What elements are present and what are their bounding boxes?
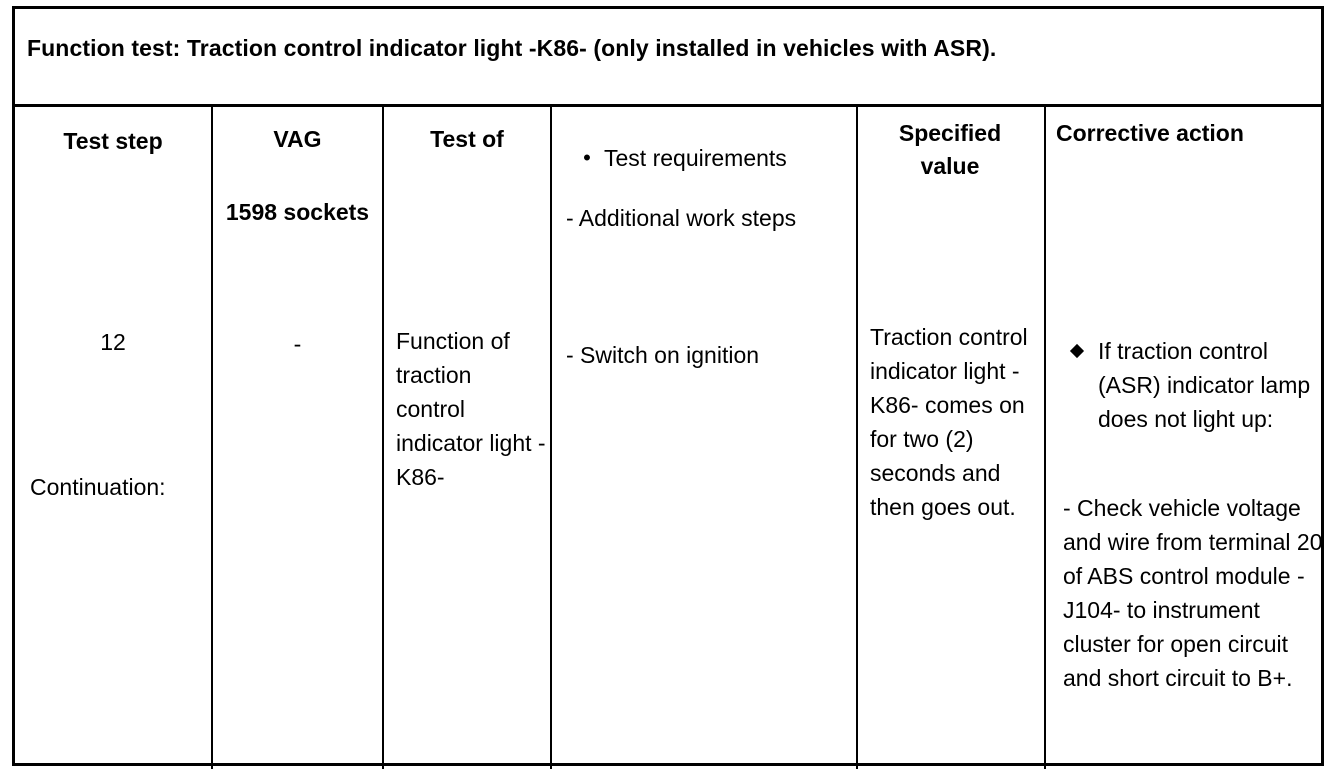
test-of-value: Function of traction control indicator light -K86- (396, 328, 546, 490)
header-test-requirements (570, 141, 856, 175)
header-vag-sockets: 1598 sockets (225, 199, 370, 225)
header-additional-steps: - Additional work steps (566, 205, 797, 231)
header-specified-value: Specified value (898, 120, 1002, 179)
column-divider (550, 105, 552, 769)
header-corrective-action: Corrective action (1056, 120, 1244, 146)
function-test-table (12, 6, 1324, 766)
specified-value: Traction control indicator light -K86- comes on for two (2) seconds and then goes out. (870, 324, 1028, 520)
column-divider (1044, 105, 1046, 769)
corrective-condition-text: If traction control (ASR) indicator lamp does not light up: (1098, 338, 1311, 432)
header-test-requirements-label: Test requirements (604, 145, 787, 171)
vag-socket-value: - (293, 331, 302, 357)
column-divider (856, 105, 858, 769)
header-test-of: Test of (430, 126, 504, 152)
corrective-condition (1064, 334, 1322, 436)
work-step-value: - Switch on ignition (566, 342, 760, 368)
column-divider (211, 105, 213, 769)
header-test-step: Test step (63, 128, 163, 154)
table-title-row (15, 9, 1321, 107)
table-title: Function test: Traction control indicator light -K86- (only installed in vehicles with ASR). (27, 35, 997, 61)
column-divider (382, 105, 384, 769)
header-vag: VAG (273, 126, 322, 152)
step-number: 12 (100, 329, 126, 355)
diamond-bullet-icon (1070, 344, 1084, 358)
corrective-action-text: - Check vehicle voltage and wire from terminal 20 of ABS control module -J104- to instrument cluster for open circuit and short circuit to B+. (1063, 495, 1323, 691)
step-continuation: Continuation: (30, 474, 166, 500)
bullet-icon: • (583, 145, 591, 170)
